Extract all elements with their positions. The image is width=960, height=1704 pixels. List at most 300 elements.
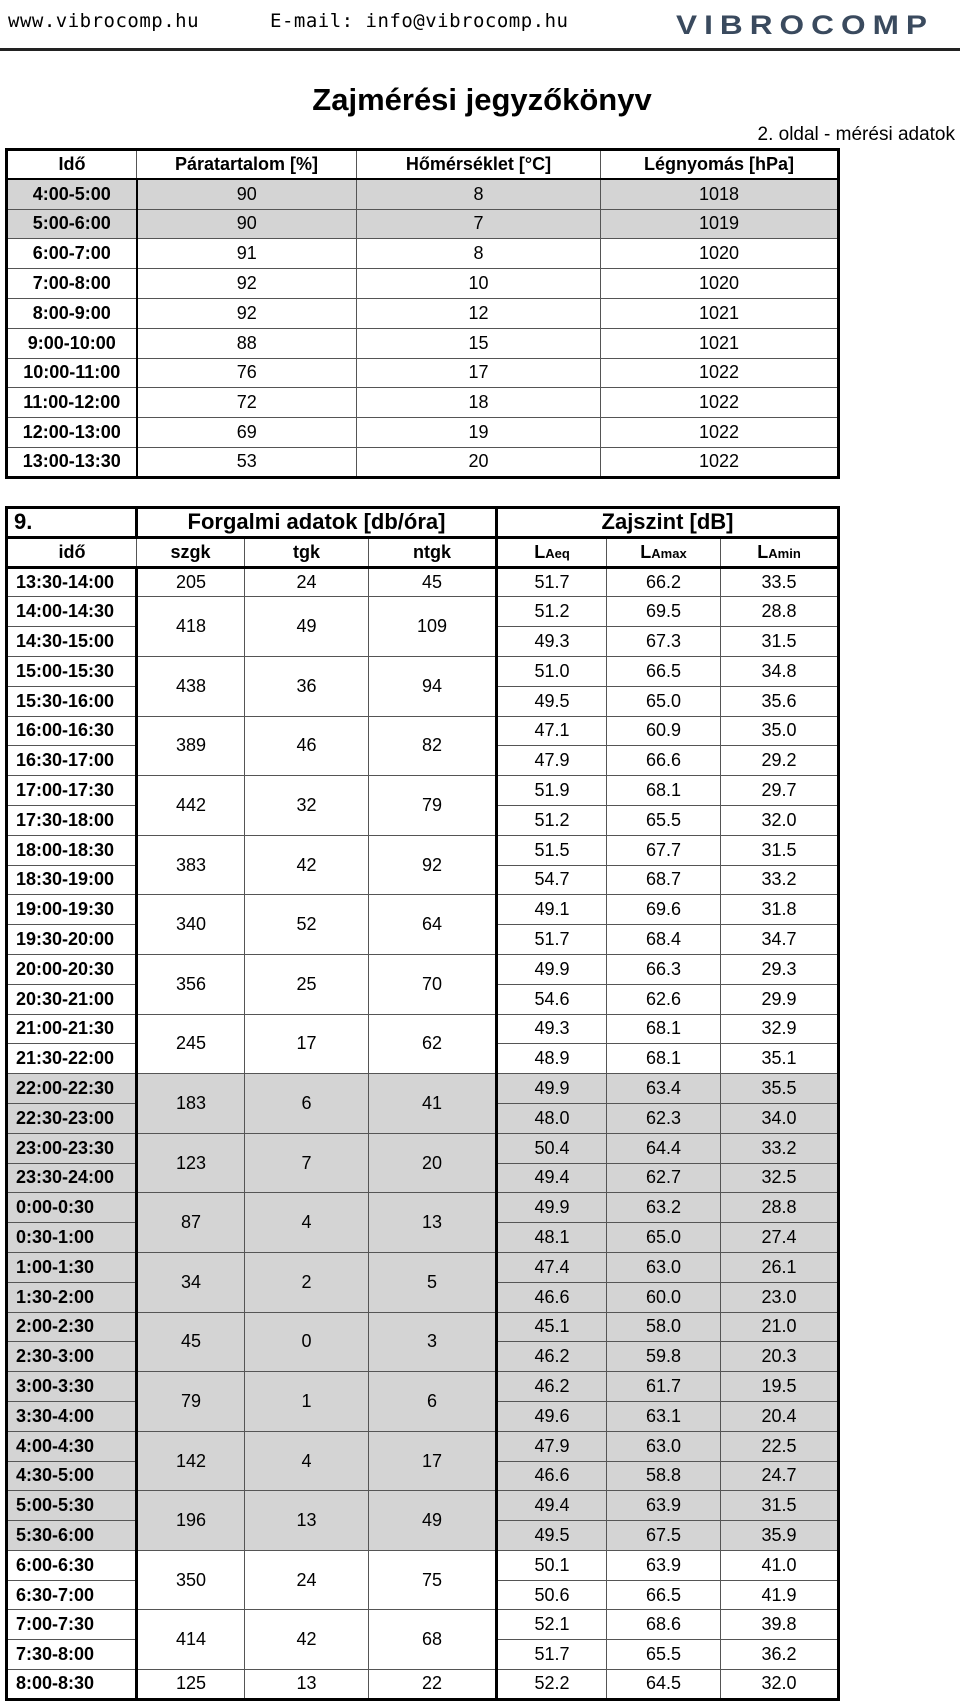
table-row (7, 209, 839, 239)
table-row (7, 1014, 839, 1044)
table-row (7, 1133, 839, 1163)
lamax-cell: 61.7 (607, 1372, 721, 1402)
pressure-cell: 1020 (601, 269, 839, 299)
lamax-cell: 63.9 (607, 1550, 721, 1580)
szgk-cell: 438 (137, 656, 245, 716)
szgk-cell: 414 (137, 1610, 245, 1670)
lamin-cell: 27.4 (721, 1223, 839, 1253)
ntgk-cell: 3 (369, 1312, 497, 1372)
table-row (7, 716, 839, 746)
laeq-cell: 51.7 (497, 925, 607, 955)
col-header-pressure: Légnyomás [hPa] (601, 150, 839, 180)
lamin-cell: 33.5 (721, 567, 839, 597)
lamax-cell: 62.3 (607, 1103, 721, 1133)
table-row (7, 954, 839, 984)
lamin-cell: 31.5 (721, 627, 839, 657)
laeq-cell: 51.2 (497, 805, 607, 835)
laeq-cell: 47.1 (497, 716, 607, 746)
laeq-cell: 47.9 (497, 746, 607, 776)
szgk-cell: 142 (137, 1431, 245, 1491)
humidity-cell: 53 (137, 447, 357, 477)
lamax-cell: 58.8 (607, 1461, 721, 1491)
lamin-cell: 34.0 (721, 1103, 839, 1133)
time-cell: 8:00-9:00 (7, 298, 137, 328)
lamax-cell: 62.6 (607, 984, 721, 1014)
ntgk-cell: 68 (369, 1610, 497, 1670)
lamax-cell: 68.7 (607, 865, 721, 895)
lamin-cell: 23.0 (721, 1282, 839, 1312)
time-cell: 17:30-18:00 (7, 805, 137, 835)
time-cell: 7:00-8:00 (7, 269, 137, 299)
website-link[interactable]: www.vibrocomp.hu (8, 10, 200, 32)
szgk-cell: 245 (137, 1014, 245, 1074)
temperature-cell: 7 (357, 209, 601, 239)
ntgk-cell: 13 (369, 1193, 497, 1253)
lamin-cell: 28.8 (721, 597, 839, 627)
time-cell: 12:00-13:00 (7, 418, 137, 448)
ntgk-cell: 62 (369, 1014, 497, 1074)
time-cell: 0:30-1:00 (7, 1223, 137, 1253)
table-row (7, 418, 839, 448)
szgk-cell: 389 (137, 716, 245, 776)
table-row (7, 656, 839, 686)
ntgk-cell: 79 (369, 776, 497, 836)
laeq-cell: 47.4 (497, 1252, 607, 1282)
lamin-cell: 35.9 (721, 1521, 839, 1551)
page-title: Zajmérési jegyzőkönyv (312, 82, 652, 117)
lamax-cell: 67.3 (607, 627, 721, 657)
ntgk-cell: 94 (369, 656, 497, 716)
szgk-cell: 87 (137, 1193, 245, 1253)
time-cell: 6:00-6:30 (7, 1550, 137, 1580)
lamax-cell: 66.5 (607, 656, 721, 686)
table-row (7, 179, 839, 209)
tgk-cell: 36 (245, 656, 369, 716)
humidity-cell: 76 (137, 358, 357, 388)
temperature-cell: 8 (357, 179, 601, 209)
laeq-cell: 49.4 (497, 1163, 607, 1193)
temperature-cell: 19 (357, 418, 601, 448)
traffic-noise-table (5, 506, 840, 1701)
lamax-cell: 63.4 (607, 1074, 721, 1104)
humidity-cell: 90 (137, 209, 357, 239)
time-cell: 7:00-7:30 (7, 1610, 137, 1640)
lamin-cell: 29.3 (721, 954, 839, 984)
lamin-cell: 33.2 (721, 1133, 839, 1163)
lamax-cell: 65.0 (607, 686, 721, 716)
table-row (7, 895, 839, 925)
time-cell: 14:30-15:00 (7, 627, 137, 657)
col-header-lamin: LAmin (721, 537, 839, 567)
time-cell: 4:30-5:00 (7, 1461, 137, 1491)
tgk-cell: 32 (245, 776, 369, 836)
time-cell: 5:00-6:00 (7, 209, 137, 239)
lamin-cell: 32.0 (721, 805, 839, 835)
time-cell: 14:00-14:30 (7, 597, 137, 627)
page-header (0, 0, 960, 56)
tgk-cell: 49 (245, 597, 369, 657)
laeq-cell: 49.9 (497, 1074, 607, 1104)
time-cell: 11:00-12:00 (7, 388, 137, 418)
table-row (7, 1610, 839, 1640)
laeq-cell: 51.7 (497, 567, 607, 597)
table-row (7, 388, 839, 418)
pressure-cell: 1022 (601, 358, 839, 388)
lamin-cell: 35.6 (721, 686, 839, 716)
time-cell: 6:30-7:00 (7, 1580, 137, 1610)
laeq-cell: 50.6 (497, 1580, 607, 1610)
page-label: 2. oldal - mérési adatok (757, 124, 955, 145)
lamax-cell: 67.7 (607, 835, 721, 865)
lamax-cell: 66.6 (607, 746, 721, 776)
time-cell: 5:30-6:00 (7, 1521, 137, 1551)
laeq-cell: 51.0 (497, 656, 607, 686)
lamax-cell: 68.6 (607, 1610, 721, 1640)
lamax-cell: 68.1 (607, 1014, 721, 1044)
szgk-cell: 356 (137, 954, 245, 1014)
lamax-cell: 68.1 (607, 776, 721, 806)
table-row (7, 1312, 839, 1342)
lamax-cell: 65.5 (607, 1640, 721, 1670)
szgk-cell: 196 (137, 1491, 245, 1551)
lamin-cell: 29.2 (721, 746, 839, 776)
lamin-cell: 41.0 (721, 1550, 839, 1580)
ntgk-cell: 20 (369, 1133, 497, 1193)
table-row (7, 1431, 839, 1461)
lamax-cell: 63.1 (607, 1401, 721, 1431)
tgk-cell: 13 (245, 1670, 369, 1700)
section-number: 9. (7, 508, 137, 538)
time-cell: 22:30-23:00 (7, 1103, 137, 1133)
szgk-cell: 125 (137, 1670, 245, 1700)
col-header-humidity: Páratartalom [%] (137, 150, 357, 180)
time-cell: 16:00-16:30 (7, 716, 137, 746)
lamin-cell: 24.7 (721, 1461, 839, 1491)
humidity-cell: 92 (137, 269, 357, 299)
ntgk-cell: 64 (369, 895, 497, 955)
lamin-cell: 35.5 (721, 1074, 839, 1104)
table-row (7, 776, 839, 806)
time-cell: 3:00-3:30 (7, 1372, 137, 1402)
szgk-cell: 418 (137, 597, 245, 657)
lamax-cell: 65.5 (607, 805, 721, 835)
szgk-cell: 183 (137, 1074, 245, 1134)
lamin-cell: 19.5 (721, 1372, 839, 1402)
lamin-cell: 26.1 (721, 1252, 839, 1282)
time-cell: 23:30-24:00 (7, 1163, 137, 1193)
tgk-cell: 42 (245, 1610, 369, 1670)
temperature-cell: 12 (357, 298, 601, 328)
col-header-szgk: szgk (137, 537, 245, 567)
lamax-cell: 66.5 (607, 1580, 721, 1610)
weather-table (5, 148, 840, 479)
tgk-cell: 52 (245, 895, 369, 955)
szgk-cell: 34 (137, 1252, 245, 1312)
humidity-cell: 88 (137, 328, 357, 358)
pressure-cell: 1022 (601, 418, 839, 448)
lamax-cell: 66.3 (607, 954, 721, 984)
laeq-cell: 51.2 (497, 597, 607, 627)
time-cell: 10:00-11:00 (7, 358, 137, 388)
lamax-cell: 66.2 (607, 567, 721, 597)
humidity-cell: 90 (137, 179, 357, 209)
col-header-time: idő (7, 537, 137, 567)
lamin-cell: 31.8 (721, 895, 839, 925)
szgk-cell: 45 (137, 1312, 245, 1372)
temperature-cell: 17 (357, 358, 601, 388)
vibrocomp-logo (676, 8, 936, 38)
pressure-cell: 1020 (601, 239, 839, 269)
tgk-cell: 25 (245, 954, 369, 1014)
table-row (7, 567, 839, 597)
ntgk-cell: 6 (369, 1372, 497, 1432)
traffic-group-title: Forgalmi adatok [db/óra] (137, 508, 497, 538)
pressure-cell: 1019 (601, 209, 839, 239)
table-row (7, 1372, 839, 1402)
ntgk-cell: 45 (369, 567, 497, 597)
time-cell: 2:30-3:00 (7, 1342, 137, 1372)
time-cell: 15:30-16:00 (7, 686, 137, 716)
time-cell: 2:00-2:30 (7, 1312, 137, 1342)
laeq-cell: 46.2 (497, 1342, 607, 1372)
laeq-cell: 54.6 (497, 984, 607, 1014)
tgk-cell: 4 (245, 1193, 369, 1253)
laeq-cell: 49.6 (497, 1401, 607, 1431)
table-row (7, 1193, 839, 1223)
time-cell: 4:00-5:00 (7, 179, 137, 209)
lamin-cell: 39.8 (721, 1610, 839, 1640)
table-row (7, 269, 839, 299)
lamin-cell: 32.9 (721, 1014, 839, 1044)
time-cell: 21:30-22:00 (7, 1044, 137, 1074)
lamin-cell: 21.0 (721, 1312, 839, 1342)
lamax-cell: 59.8 (607, 1342, 721, 1372)
ntgk-cell: 109 (369, 597, 497, 657)
laeq-cell: 48.0 (497, 1103, 607, 1133)
table-row (7, 239, 839, 269)
time-cell: 1:30-2:00 (7, 1282, 137, 1312)
time-cell: 17:00-17:30 (7, 776, 137, 806)
laeq-cell: 51.9 (497, 776, 607, 806)
laeq-cell: 50.1 (497, 1550, 607, 1580)
lamax-cell: 58.0 (607, 1312, 721, 1342)
tgk-cell: 0 (245, 1312, 369, 1372)
lamax-cell: 67.5 (607, 1521, 721, 1551)
lamax-cell: 63.2 (607, 1193, 721, 1223)
temperature-cell: 10 (357, 269, 601, 299)
time-cell: 8:00-8:30 (7, 1670, 137, 1700)
lamin-cell: 22.5 (721, 1431, 839, 1461)
temperature-cell: 18 (357, 388, 601, 418)
table-row (7, 447, 839, 477)
laeq-cell: 50.4 (497, 1133, 607, 1163)
ntgk-cell: 75 (369, 1550, 497, 1610)
laeq-cell: 49.3 (497, 1014, 607, 1044)
lamax-cell: 68.1 (607, 1044, 721, 1074)
time-cell: 1:00-1:30 (7, 1252, 137, 1282)
laeq-cell: 51.5 (497, 835, 607, 865)
szgk-cell: 442 (137, 776, 245, 836)
laeq-cell: 49.4 (497, 1491, 607, 1521)
col-header-laeq: LAeq (497, 537, 607, 567)
lamin-cell: 33.2 (721, 865, 839, 895)
lamin-cell: 35.0 (721, 716, 839, 746)
laeq-cell: 49.9 (497, 954, 607, 984)
laeq-cell: 47.9 (497, 1431, 607, 1461)
szgk-cell: 383 (137, 835, 245, 895)
time-cell: 22:00-22:30 (7, 1074, 137, 1104)
time-cell: 13:00-13:30 (7, 447, 137, 477)
time-cell: 15:00-15:30 (7, 656, 137, 686)
lamin-cell: 35.1 (721, 1044, 839, 1074)
temperature-cell: 15 (357, 328, 601, 358)
laeq-cell: 52.2 (497, 1670, 607, 1700)
time-cell: 13:30-14:00 (7, 567, 137, 597)
svg-text:VIBROCOMP: VIBROCOMP (676, 10, 934, 38)
tgk-cell: 4 (245, 1431, 369, 1491)
lamin-cell: 31.5 (721, 835, 839, 865)
time-cell: 23:00-23:30 (7, 1133, 137, 1163)
tgk-cell: 6 (245, 1074, 369, 1134)
ntgk-cell: 92 (369, 835, 497, 895)
tgk-cell: 24 (245, 1550, 369, 1610)
szgk-cell: 79 (137, 1372, 245, 1432)
pressure-cell: 1018 (601, 179, 839, 209)
lamax-cell: 65.0 (607, 1223, 721, 1253)
lamax-cell: 63.0 (607, 1252, 721, 1282)
laeq-cell: 49.5 (497, 1521, 607, 1551)
time-cell: 19:30-20:00 (7, 925, 137, 955)
table-row (7, 1074, 839, 1104)
laeq-cell: 52.1 (497, 1610, 607, 1640)
lamin-cell: 20.3 (721, 1342, 839, 1372)
time-cell: 20:00-20:30 (7, 954, 137, 984)
ntgk-cell: 17 (369, 1431, 497, 1491)
table-row (7, 835, 839, 865)
time-cell: 3:30-4:00 (7, 1401, 137, 1431)
lamax-cell: 60.9 (607, 716, 721, 746)
tgk-cell: 13 (245, 1491, 369, 1551)
lamin-cell: 36.2 (721, 1640, 839, 1670)
szgk-cell: 350 (137, 1550, 245, 1610)
lamax-cell: 62.7 (607, 1163, 721, 1193)
table-row (7, 597, 839, 627)
humidity-cell: 92 (137, 298, 357, 328)
lamin-cell: 34.8 (721, 656, 839, 686)
time-cell: 19:00-19:30 (7, 895, 137, 925)
ntgk-cell: 82 (369, 716, 497, 776)
ntgk-cell: 49 (369, 1491, 497, 1551)
email-link[interactable]: E-mail: info@vibrocomp.hu (270, 10, 569, 32)
table-row (7, 1252, 839, 1282)
lamax-cell: 69.5 (607, 597, 721, 627)
szgk-cell: 123 (137, 1133, 245, 1193)
tgk-cell: 1 (245, 1372, 369, 1432)
table-row (7, 1550, 839, 1580)
ntgk-cell: 70 (369, 954, 497, 1014)
lamax-cell: 64.4 (607, 1133, 721, 1163)
tgk-cell: 24 (245, 567, 369, 597)
lamin-cell: 32.0 (721, 1670, 839, 1700)
time-cell: 20:30-21:00 (7, 984, 137, 1014)
laeq-cell: 49.3 (497, 627, 607, 657)
time-cell: 7:30-8:00 (7, 1640, 137, 1670)
col-header-time: Idő (7, 150, 137, 180)
lamax-cell: 63.0 (607, 1431, 721, 1461)
time-cell: 18:30-19:00 (7, 865, 137, 895)
ntgk-cell: 5 (369, 1252, 497, 1312)
lamin-cell: 29.7 (721, 776, 839, 806)
szgk-cell: 340 (137, 895, 245, 955)
laeq-cell: 51.7 (497, 1640, 607, 1670)
humidity-cell: 72 (137, 388, 357, 418)
tgk-cell: 17 (245, 1014, 369, 1074)
header-rule (0, 48, 960, 51)
time-cell: 0:00-0:30 (7, 1193, 137, 1223)
lamin-cell: 31.5 (721, 1491, 839, 1521)
temperature-cell: 8 (357, 239, 601, 269)
humidity-cell: 91 (137, 239, 357, 269)
col-header-ntgk: ntgk (369, 537, 497, 567)
lamax-cell: 64.5 (607, 1670, 721, 1700)
laeq-cell: 46.6 (497, 1461, 607, 1491)
table-row (7, 1491, 839, 1521)
table-row (7, 358, 839, 388)
lamax-cell: 63.9 (607, 1491, 721, 1521)
col-header-temperature: Hőmérséklet [°C] (357, 150, 601, 180)
ntgk-cell: 22 (369, 1670, 497, 1700)
laeq-cell: 48.1 (497, 1223, 607, 1253)
laeq-cell: 49.5 (497, 686, 607, 716)
lamax-cell: 68.4 (607, 925, 721, 955)
col-header-lamax: LAmax (607, 537, 721, 567)
lamin-cell: 20.4 (721, 1401, 839, 1431)
table-row (7, 1670, 839, 1700)
tgk-cell: 42 (245, 835, 369, 895)
tgk-cell: 7 (245, 1133, 369, 1193)
szgk-cell: 205 (137, 567, 245, 597)
laeq-cell: 49.1 (497, 895, 607, 925)
pressure-cell: 1021 (601, 298, 839, 328)
lamin-cell: 29.9 (721, 984, 839, 1014)
table-row (7, 298, 839, 328)
laeq-cell: 45.1 (497, 1312, 607, 1342)
pressure-cell: 1022 (601, 388, 839, 418)
lamin-cell: 28.8 (721, 1193, 839, 1223)
pressure-cell: 1021 (601, 328, 839, 358)
lamax-cell: 69.6 (607, 895, 721, 925)
lamin-cell: 34.7 (721, 925, 839, 955)
ntgk-cell: 41 (369, 1074, 497, 1134)
time-cell: 9:00-10:00 (7, 328, 137, 358)
laeq-cell: 46.6 (497, 1282, 607, 1312)
tgk-cell: 2 (245, 1252, 369, 1312)
pressure-cell: 1022 (601, 447, 839, 477)
lamin-cell: 41.9 (721, 1580, 839, 1610)
table-row (7, 328, 839, 358)
temperature-cell: 20 (357, 447, 601, 477)
laeq-cell: 54.7 (497, 865, 607, 895)
time-cell: 21:00-21:30 (7, 1014, 137, 1044)
lamin-cell: 32.5 (721, 1163, 839, 1193)
laeq-cell: 48.9 (497, 1044, 607, 1074)
tgk-cell: 46 (245, 716, 369, 776)
laeq-cell: 46.2 (497, 1372, 607, 1402)
humidity-cell: 69 (137, 418, 357, 448)
lamax-cell: 60.0 (607, 1282, 721, 1312)
col-header-tgk: tgk (245, 537, 369, 567)
time-cell: 5:00-5:30 (7, 1491, 137, 1521)
